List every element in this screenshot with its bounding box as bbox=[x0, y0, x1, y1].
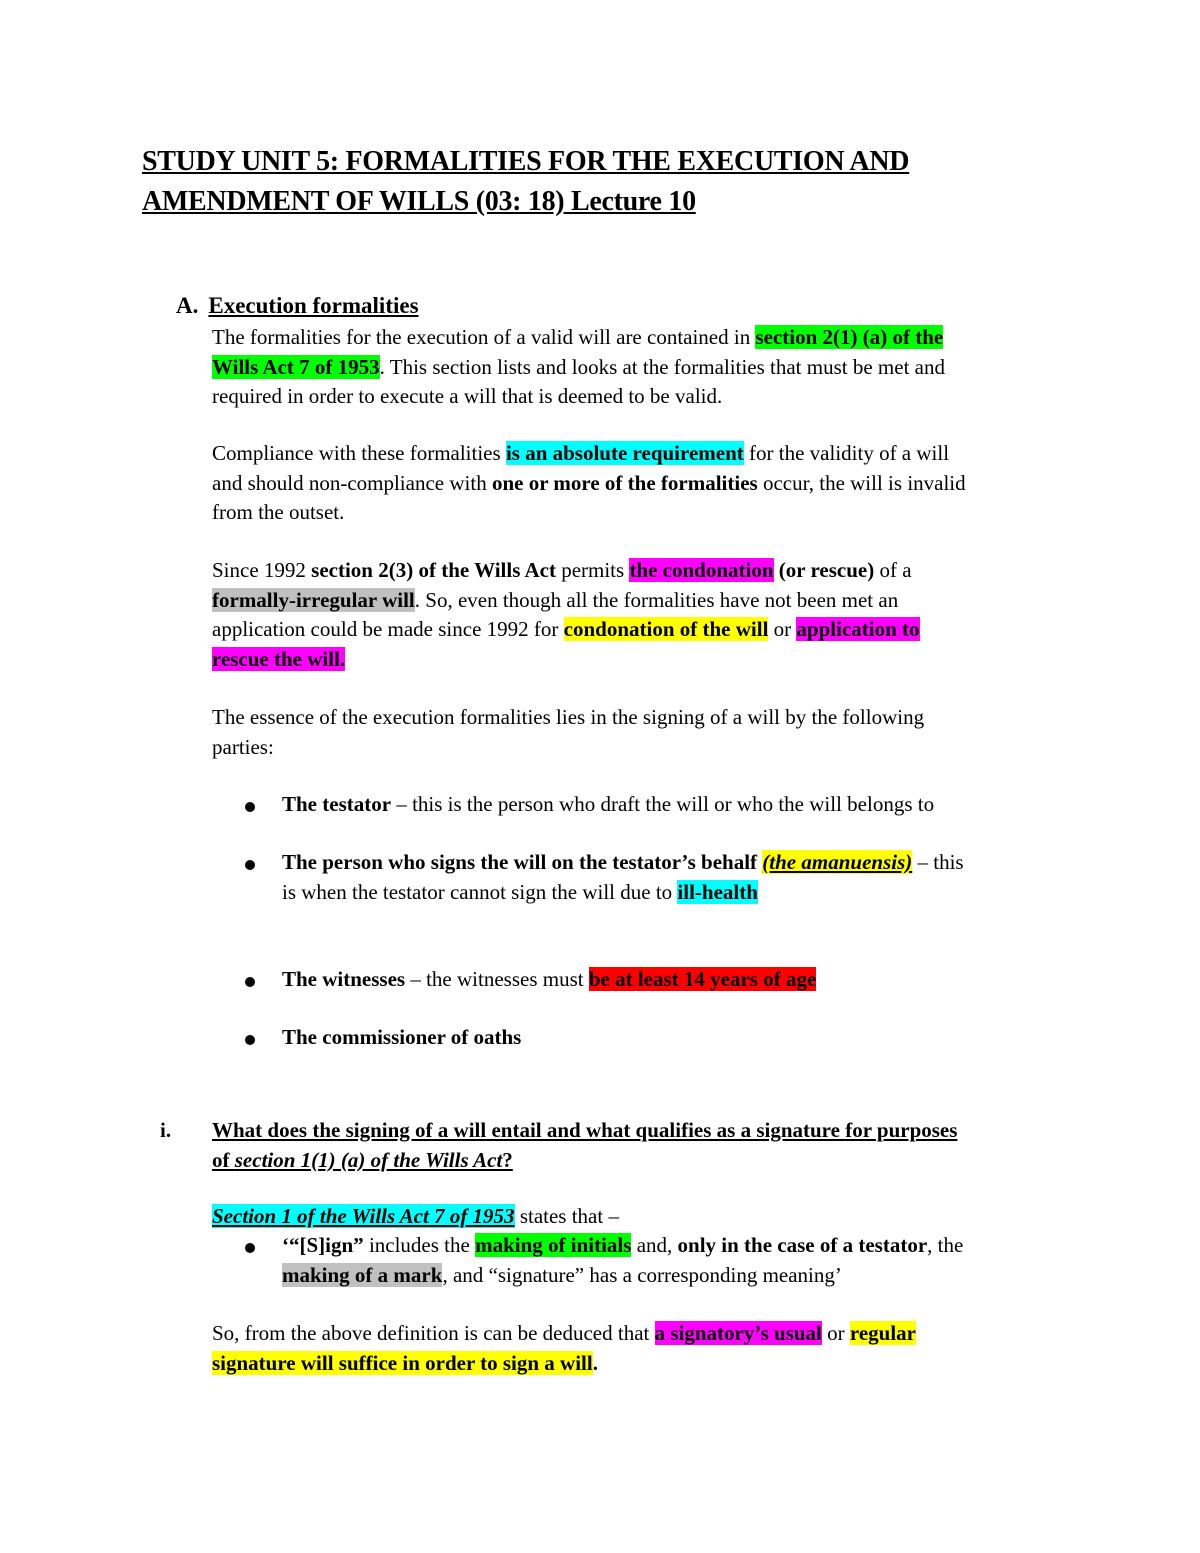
section-i-marker: i. bbox=[160, 1118, 172, 1142]
line bbox=[212, 1349, 1072, 1379]
paragraph-section-1-intro bbox=[212, 1202, 1072, 1232]
text: includes the bbox=[363, 1233, 476, 1257]
bold-text: The person who signs the will on the testator’s behalf bbox=[282, 850, 763, 874]
text: So, from the above definition is can be deduced that bbox=[212, 1321, 655, 1345]
highlight-rescue-the-will: rescue the will. bbox=[212, 646, 346, 671]
text: for the validity of a will bbox=[743, 441, 950, 465]
line bbox=[282, 965, 1082, 995]
list-item-sign-definition bbox=[282, 1231, 1082, 1290]
text: . bbox=[592, 1350, 598, 1375]
text: permits bbox=[555, 558, 630, 582]
highlight-making-of-initials: making of initials bbox=[475, 1233, 632, 1257]
bold-text: ‘“[S]ign” bbox=[282, 1233, 364, 1257]
highlight-section-2-1-a: section 2(1) (a) of the bbox=[755, 325, 944, 349]
bullet-icon bbox=[245, 977, 255, 987]
line bbox=[282, 1231, 1082, 1261]
text: from the outset. bbox=[212, 500, 345, 524]
line bbox=[282, 848, 1082, 878]
list-item-amanuensis bbox=[282, 848, 1082, 907]
text: Compliance with these formalities bbox=[212, 441, 506, 465]
page-title bbox=[142, 142, 1102, 222]
highlight-signature-suffice: signature will suffice in order to sign a will bbox=[212, 1350, 593, 1375]
bold-text: only in the case of a testator bbox=[677, 1233, 928, 1257]
line bbox=[282, 878, 1082, 908]
highlight-wills-act: Wills Act 7 of 1953 bbox=[212, 354, 380, 379]
text: . So, even though all the formalities have not been met an bbox=[414, 587, 899, 612]
highlight-amanuensis: (the amanuensis) bbox=[762, 850, 913, 874]
highlight-14-years: be at least 14 years of age bbox=[588, 967, 817, 991]
line bbox=[212, 1319, 1072, 1349]
section-i-title bbox=[212, 1116, 957, 1175]
bullet-icon bbox=[245, 1035, 255, 1045]
line bbox=[212, 556, 1072, 586]
section-a-heading bbox=[176, 290, 419, 322]
line bbox=[212, 382, 1072, 412]
bold-text: (or rescue) bbox=[773, 558, 875, 582]
bold-text: section 2(3) of the Wills Act bbox=[311, 558, 556, 582]
text: states that – bbox=[514, 1204, 619, 1228]
text: required in order to execute a will that is deemed to be valid. bbox=[212, 384, 723, 408]
list-item-commissioner bbox=[282, 1023, 1082, 1053]
text: , the bbox=[927, 1233, 964, 1257]
paragraph-condonation bbox=[212, 556, 1072, 674]
line bbox=[212, 323, 1072, 353]
highlight-absolute-requirement: is an absolute requirement bbox=[505, 441, 744, 465]
highlight-ill-health: ill-health bbox=[677, 879, 758, 904]
text: – this bbox=[912, 850, 964, 874]
text: , and “signature” has a corresponding meaning’ bbox=[442, 1262, 842, 1287]
paragraph-execution-intro bbox=[212, 323, 1072, 412]
paragraph-essence bbox=[212, 703, 1072, 762]
text: and should non-compliance with bbox=[212, 470, 492, 495]
section-a-title: Execution formalities bbox=[208, 293, 419, 318]
line bbox=[212, 615, 1072, 645]
section-a-marker: A. bbox=[176, 293, 199, 318]
list-item-testator bbox=[282, 790, 1082, 820]
text: – this is the person who draft the will or who the will belongs to bbox=[391, 792, 935, 816]
highlight-section-1: Section 1 of the Wills Act 7 of 1953 bbox=[212, 1204, 515, 1228]
text: occur, the will is invalid bbox=[757, 470, 966, 495]
text: and, bbox=[631, 1233, 678, 1257]
line bbox=[212, 1202, 1072, 1232]
text: The formalities for the execution of a valid will are contained in bbox=[212, 325, 756, 349]
highlight-signatory-usual: a signatory’s usual bbox=[654, 1321, 822, 1345]
bold-text: The testator bbox=[282, 792, 392, 816]
line bbox=[212, 469, 1072, 499]
highlight-application-to: application to bbox=[796, 617, 920, 641]
text: ? bbox=[502, 1147, 513, 1172]
line: parties: bbox=[212, 734, 274, 759]
line bbox=[212, 586, 1072, 616]
title-line-2: AMENDMENT OF WILLS (03: 18) Lecture 10 bbox=[142, 186, 696, 217]
bullet-icon bbox=[245, 860, 255, 870]
text: Since 1992 bbox=[212, 558, 312, 582]
line bbox=[282, 1261, 1082, 1291]
line bbox=[212, 498, 1072, 528]
paragraph-compliance bbox=[212, 439, 1072, 528]
italic-text: section 1(1) (a) of the Wills Act bbox=[234, 1147, 503, 1172]
title-line: What does the signing of a will entail and what qualifies as a signature for purposes bbox=[212, 1118, 958, 1142]
line bbox=[212, 353, 1072, 383]
bullet-icon bbox=[245, 1243, 255, 1253]
highlight-making-of-a-mark: making of a mark bbox=[282, 1262, 443, 1287]
text: is when the testator cannot sign the will due to bbox=[282, 879, 678, 904]
highlight-condonation-of-will: condonation of the will bbox=[563, 617, 769, 641]
bullet-icon bbox=[245, 802, 255, 812]
text: application could be made since 1992 for bbox=[212, 617, 564, 641]
paragraph-conclusion bbox=[212, 1319, 1072, 1378]
bold-text: one or more of the formalities bbox=[491, 470, 758, 495]
text: or bbox=[821, 1321, 850, 1345]
text: – the witnesses must bbox=[405, 967, 589, 991]
list-item-witnesses bbox=[282, 965, 1082, 995]
bold-text: The witnesses bbox=[282, 967, 406, 991]
line bbox=[212, 645, 1072, 675]
highlight-condonation: the condonation bbox=[629, 558, 774, 582]
text: . This section lists and looks at the formalities that must be met and bbox=[379, 354, 945, 379]
title-line bbox=[212, 1146, 957, 1176]
line: The essence of the execution formalities lies in the signing of a will by the following bbox=[212, 705, 925, 729]
line bbox=[282, 790, 1082, 820]
line bbox=[212, 439, 1072, 469]
title-line-1: STUDY UNIT 5: FORMALITIES FOR THE EXECUTION AND bbox=[142, 146, 910, 177]
bold-text: The commissioner of oaths bbox=[282, 1025, 522, 1049]
text: of a bbox=[874, 558, 912, 582]
text: or bbox=[768, 617, 797, 641]
text: of bbox=[212, 1147, 235, 1172]
highlight-regular: regular bbox=[849, 1321, 916, 1345]
highlight-formally-irregular: formally-irregular will bbox=[212, 587, 415, 612]
